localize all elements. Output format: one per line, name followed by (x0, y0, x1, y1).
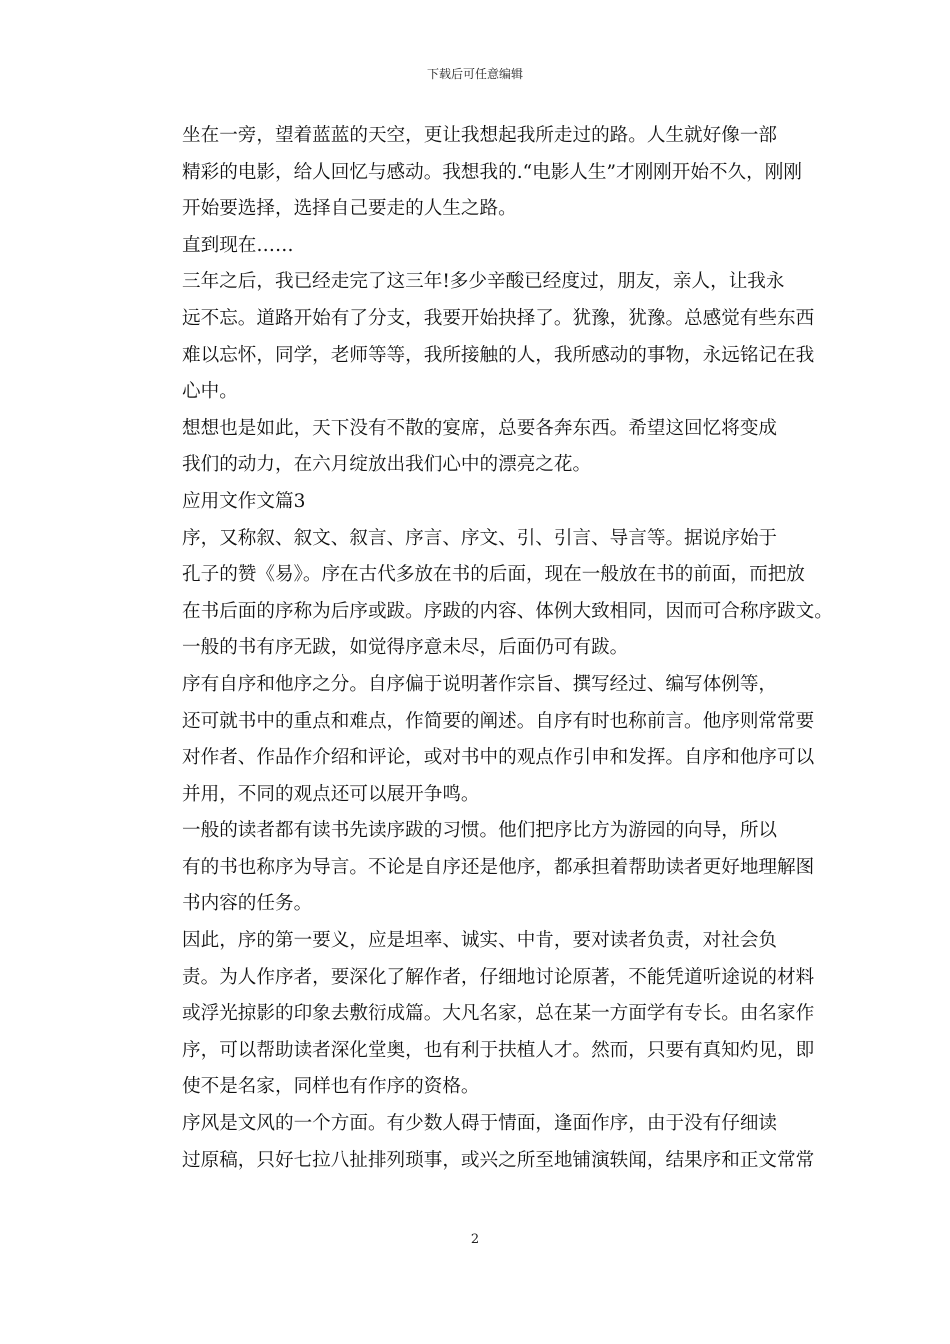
text-line: 开始要选择，选择自己要走的人生之路。 (182, 198, 517, 220)
page-number: 2 (470, 1232, 480, 1247)
text-line: 心中。 (182, 381, 238, 403)
text-line: 我们的动力，在六月绽放出我们心中的漂亮之花。 (182, 454, 592, 476)
text-line: 序风是文风的一个方面。有少数人碍于情面，逢面作序，由于没有仔细读 (182, 1113, 778, 1135)
page-header: 下载后可任意编辑 (426, 67, 523, 81)
paragraph (145, 228, 809, 265)
text-line: 对作者、作品作介绍和评论，或对书中的观点作引申和发挥。自序和他序可以 (182, 747, 815, 769)
paragraph (145, 411, 809, 484)
text-line: 责。为人作序者，要深化了解作者，仔细地讨论原著，不能凭道听途说的材料 (182, 966, 815, 988)
text-line: 直到现在…… (182, 234, 294, 256)
text-line: 想想也是如此，天下没有不散的宴席，总要各奔东西。希望这回忆将变成 (182, 417, 778, 439)
text-line: 序有自序和他序之分。自序偏于说明著作宗旨、撰写经过、编写体例等， (182, 673, 778, 695)
text-line: 书内容的任务。 (182, 893, 313, 915)
document-body (145, 118, 833, 1179)
text-line: 坐在一旁，望着蓝蓝的天空，更让我想起我所走过的路。人生就好像一部 (182, 125, 778, 146)
paragraph (145, 521, 833, 667)
paragraph (145, 118, 809, 228)
text-line: 或浮光掠影的印象去敷衍成篇。大凡名家，总在某一方面学有专长。由名家作 (182, 1003, 815, 1025)
paragraph (145, 264, 815, 410)
text-line: 孔子的赞《易》。序在古代多放在书的后面，现在一般放在书的前面，而把放 (182, 564, 805, 586)
text-line: 精彩的电影，给人回忆与感动。我想我的.“电影人生”才刚刚开始不久，刚刚 (182, 161, 802, 183)
paragraph (145, 813, 815, 923)
text-line: 难以忘怀，同学，老师等等，我所接触的人，我所感动的事物，永远铭记在我 (182, 344, 815, 366)
text-line: 远不忘。道路开始有了分支，我要开始抉择了。犹豫，犹豫。总感觉有些东西 (182, 307, 815, 329)
text-line: 有的书也称序为导言。不论是自序还是他序，都承担着帮助读者更好地理解图 (182, 856, 815, 878)
text-line: 在书后面的序称为后序或跋。序跋的内容、体例大致相同，因而可合称序跋文。 (182, 600, 833, 622)
text-line: 序，可以帮助读者深化堂奥，也有利于扶植人才。然而，只要有真知灼见，即 (182, 1039, 815, 1061)
section-heading (145, 484, 809, 521)
text-line: 并用，不同的观点还可以展开争鸣。 (182, 783, 480, 805)
text-line: 还可就书中的重点和难点，作简要的阐述。自序有时也称前言。他序则常常要 (182, 710, 815, 732)
text-line: 序，又称叙、叙文、叙言、序言、序文、引、引言、导言等。据说序始于 (182, 527, 778, 549)
text-line: 一般的书有序无跋，如觉得序意未尽，后面仍可有跋。 (182, 637, 629, 659)
paragraph (145, 1106, 815, 1179)
text-line: 应用文作文篇3 (182, 490, 306, 512)
text-line: 一般的读者都有读书先读序跋的习惯。他们把序比方为游园的向导，所以 (182, 820, 778, 842)
text-line: 因此，序的第一要义，应是坦率、诚实、中肯，要对读者负责，对社会负 (182, 930, 778, 952)
paragraph (145, 667, 815, 813)
paragraph (145, 923, 815, 1106)
text-line: 过原稿，只好七拉八扯排列琐事，或兴之所至地铺演轶闻，结果序和正文常常 (182, 1149, 815, 1171)
text-line: 三年之后，我已经走完了这三年!多少辛酸已经度过，朋友，亲人，让我永 (182, 271, 785, 293)
text-line: 使不是名家，同样也有作序的资格。 (182, 1076, 480, 1098)
